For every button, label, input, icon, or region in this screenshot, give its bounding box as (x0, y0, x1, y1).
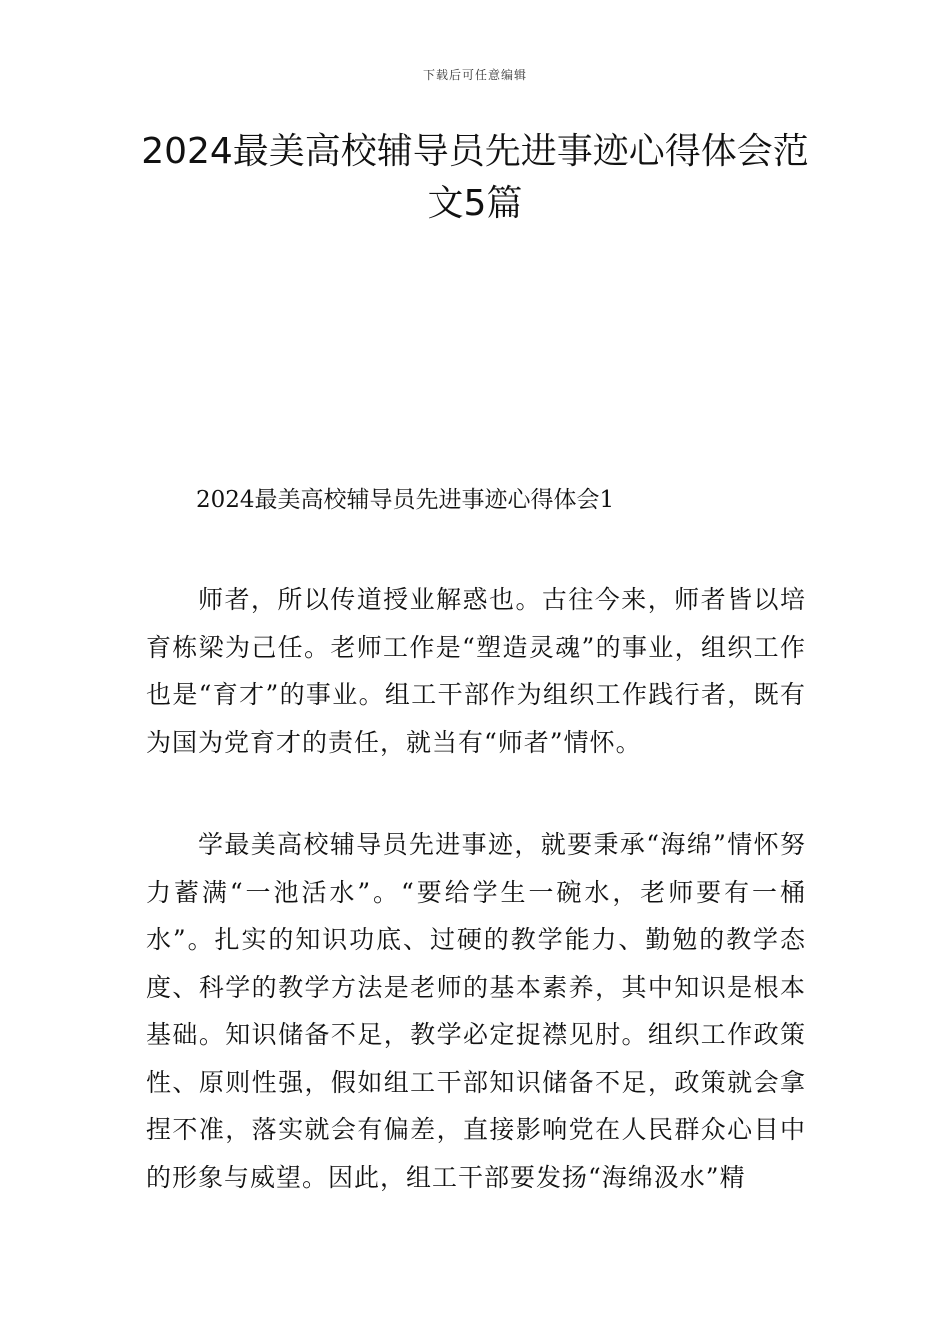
header-note: 下载后可任意编辑 (422, 68, 527, 82)
body-paragraph-2: 学最美高校辅导员先进事迹，就要秉承“海绵”情怀努力蓄满“一池活水”。“要给学生一碗水，老师要有一桶水”。扎实的知识功底、过硬的教学能力、勤勉的教学态度、科学的教学方法是老师的基本素养，其中知识是根本基础。知识储备不足，教学必定捉襟见肘。组织工作政策性、原则性强，假如组工干部知识储备不足，政策就会拿捏不准，落实就会有偏差，直接影响党在人民群众心目中的形象与威望。因此，组工干部要发扬“海绵汲水”精 (146, 830, 806, 1192)
document-title: 2024最美高校辅导员先进事迹心得体会范文5篇 (141, 131, 809, 224)
body-paragraph-1: 师者，所以传道授业解惑也。古往今来，师者皆以培育栋梁为己任。老师工作是“塑造灵魂”的事业，组织工作也是“育才”的事业。组工干部作为组织工作践行者，既有为国为党育才的责任，就当有“师者”情怀。 (146, 585, 806, 757)
section-heading: 2024最美高校辅导员先进事迹心得体会1 (196, 487, 615, 513)
